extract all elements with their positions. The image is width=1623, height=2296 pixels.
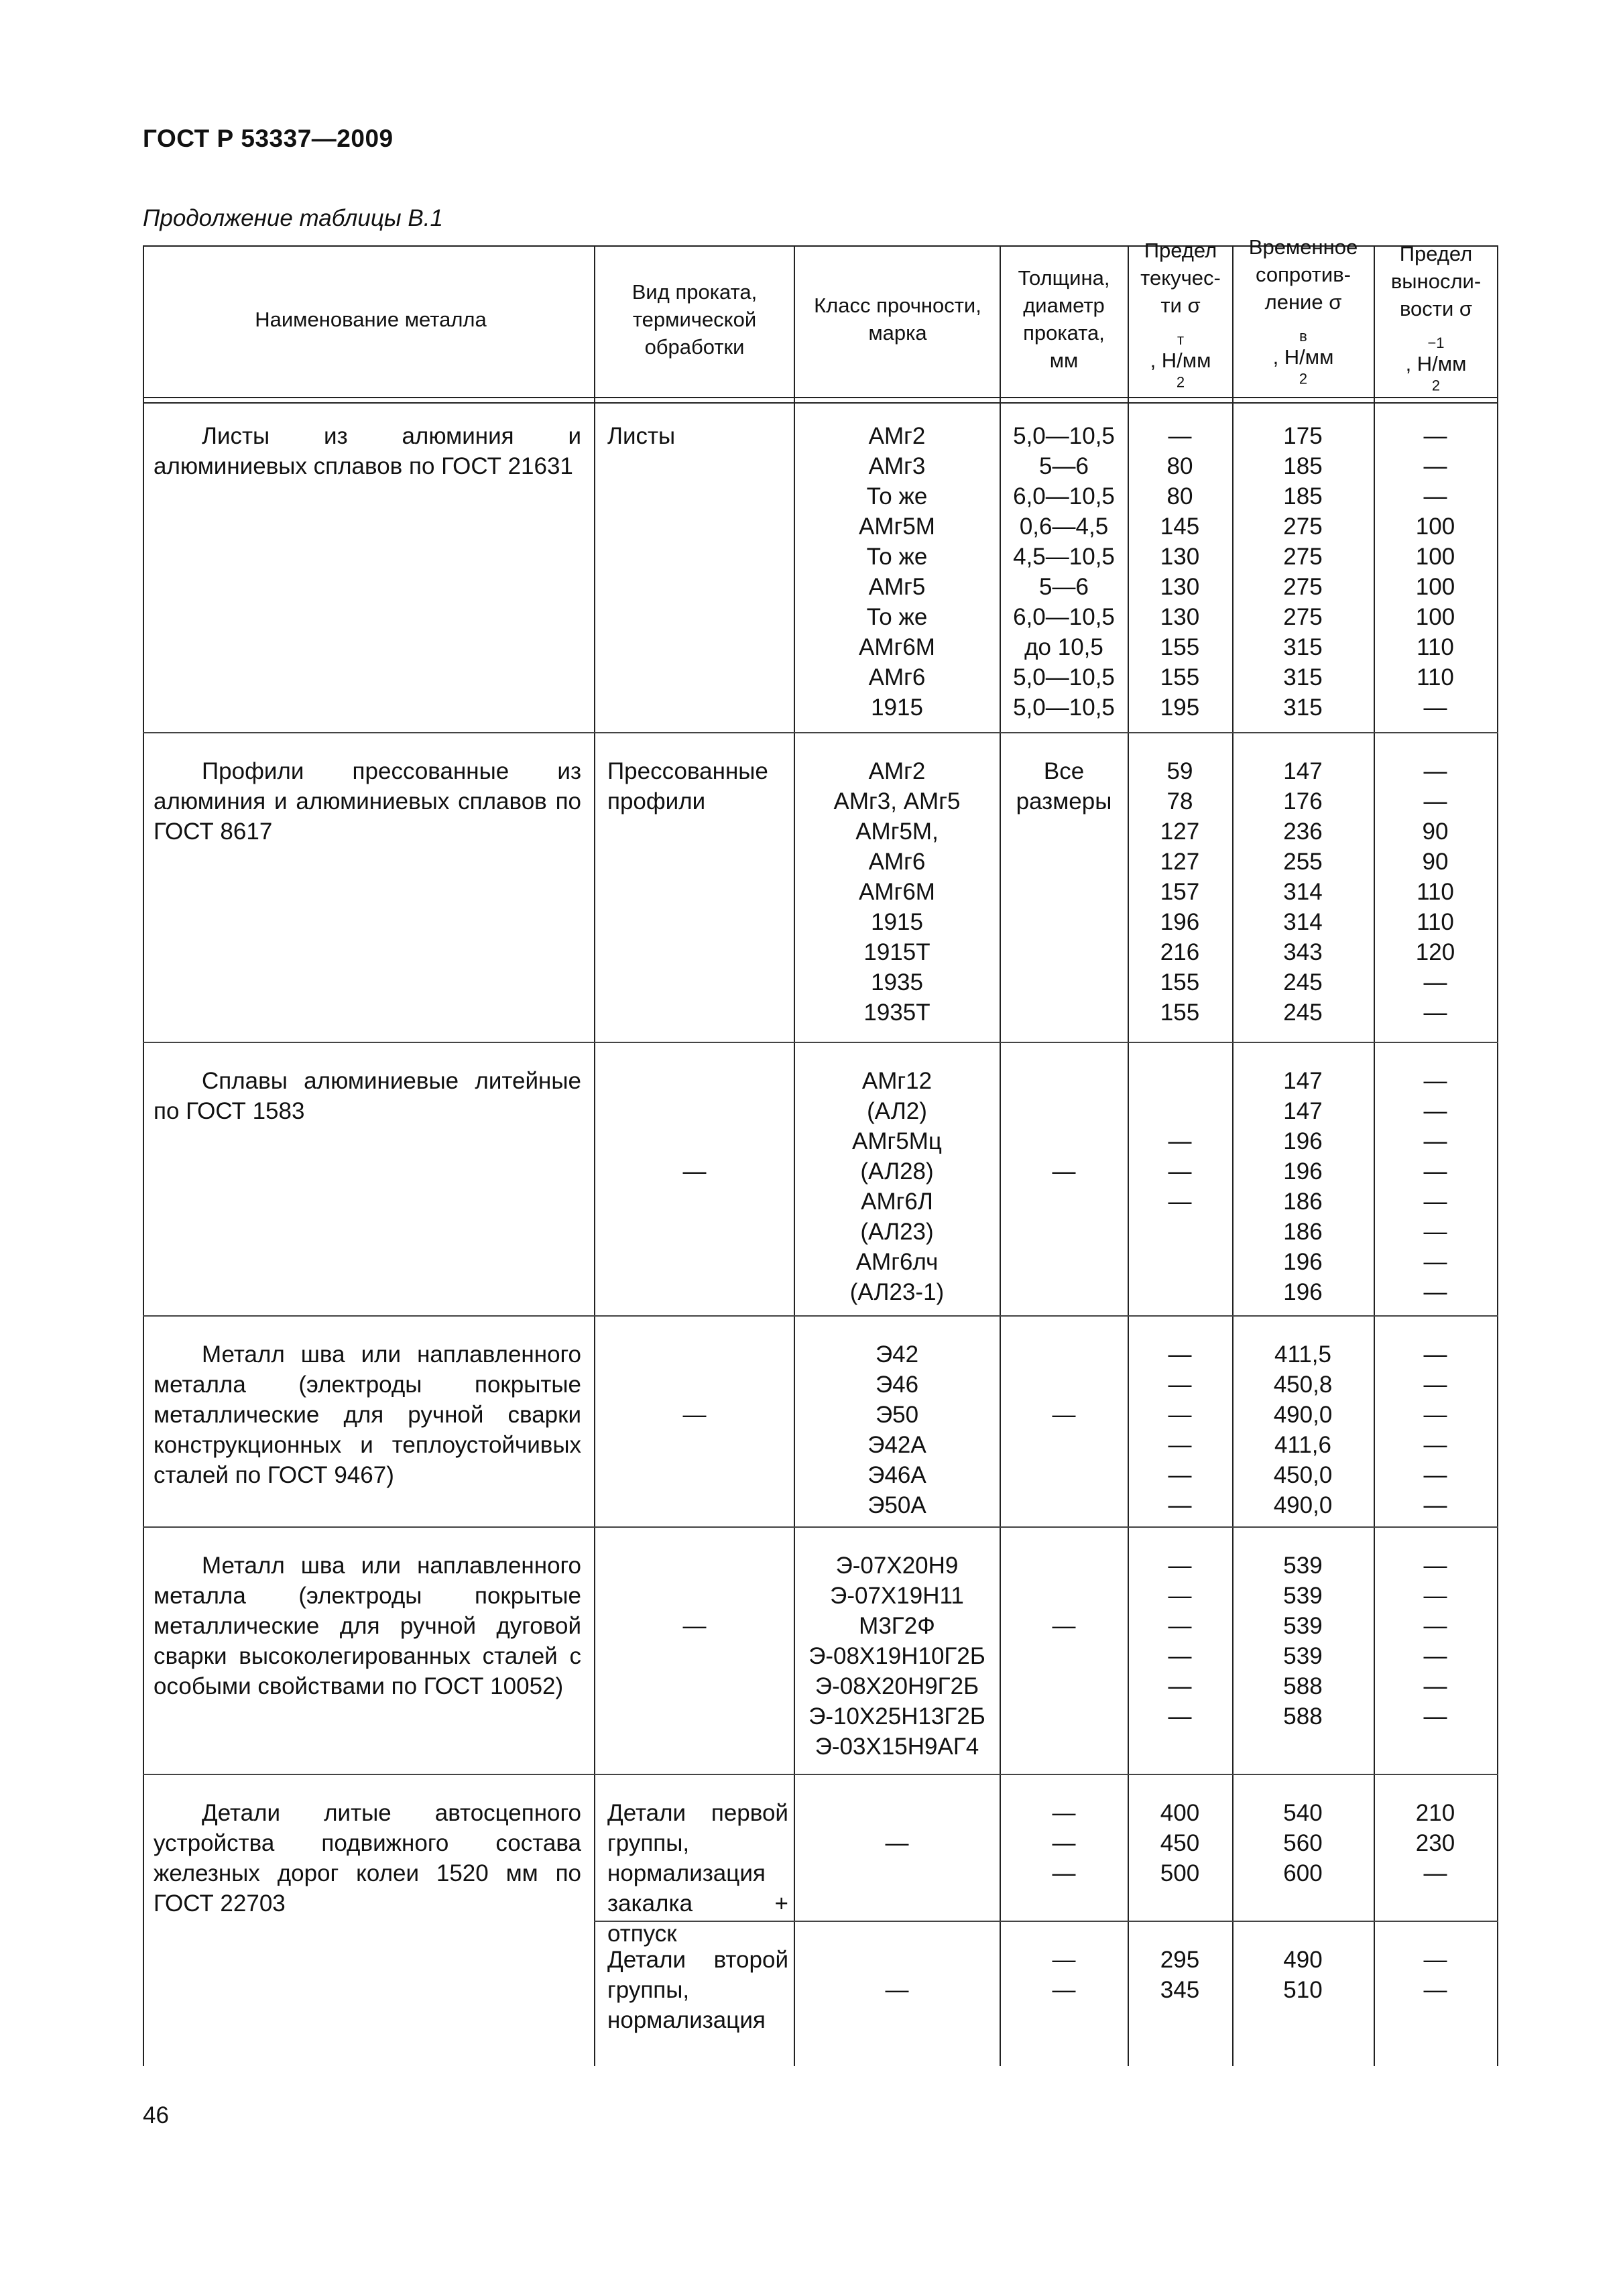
column-rule [143, 245, 144, 2066]
row-profiles-thickness: Все размеры [1016, 758, 1112, 814]
row-coupler-group2-rolling: Детали второй группы, нормализация [607, 1947, 788, 2033]
data-table [143, 235, 1498, 2066]
column-rule [794, 245, 795, 2066]
row-coupler-group1-yield: 400 450 500 [1160, 1800, 1200, 1886]
column-header-name: Наименование металла [255, 307, 487, 331]
row-sheets-name: Листы из алюминия и алюминиевых сплавов по ГОСТ 21631 [154, 423, 581, 479]
row-profiles-name: Профили прессованные из алюминия и алюминиевых сплавов по ГОСТ 8617 [154, 758, 581, 845]
column-header-endurance: Предел выносли-вости σ $_{-1}$ , Н/мм $^2$ [1390, 242, 1482, 394]
row-weld-highalloy-tensile: 539 539 539 539 588 588 [1283, 1553, 1323, 1730]
column-header-yield: Предел текучес-ти σ $_т$ , Н/мм $^2$ [1140, 239, 1221, 391]
row-weld-highalloy-yield: — — — — — — [1168, 1553, 1192, 1730]
row-sheets-rolling: Листы [607, 423, 676, 449]
row-coupler-group1-endurance: 210 230 — [1415, 1800, 1455, 1886]
row-rule [143, 1315, 1498, 1317]
row-weld-structural-yield: — — — — — — [1168, 1341, 1192, 1518]
row-coupler-group2-tensile: 490 510 [1283, 1947, 1323, 2003]
row-weld-highalloy-grades: Э-07Х20Н9 Э-07Х19Н11 М3Г2Ф Э-08Х19Н10Г2Б Э-08Х20Н9Г2Б Э-10Х25Н13Г2Б Э-03Х15Н9АГ4 [808, 1553, 985, 1760]
row-coupler-group1-grade: — [885, 1830, 909, 1856]
row-cast-alloys-thickness: — [1052, 1158, 1076, 1185]
table-caption: Продолжение таблицы В.1 [143, 205, 443, 231]
row-sheets-grades: АМг2 АМг3 То же АМг5М То же АМг5 То же АМг6М АМг6 1915 [859, 423, 935, 721]
row-sheets-endurance: — — — 100 100 100 100 110 110 — [1415, 423, 1455, 721]
doc-header: ГОСТ Р 53337—2009 [143, 125, 394, 152]
row-rule [143, 732, 1498, 733]
header-rule [143, 402, 1498, 404]
row-sheets-yield: — 80 80 145 130 130 130 155 155 195 [1160, 423, 1200, 721]
row-rule [143, 1042, 1498, 1043]
row-weld-structural-endurance: — — — — — — [1423, 1341, 1447, 1518]
column-rule [1128, 245, 1129, 2066]
column-header-rolling: Вид проката, термической обработки [632, 280, 758, 359]
row-cast-alloys-name: Сплавы алюминиевые литейные по ГОСТ 1583 [154, 1068, 581, 1124]
column-rule [594, 245, 595, 2066]
row-coupler-group1-tensile: 540 560 600 [1283, 1800, 1323, 1886]
column-rule [1374, 245, 1375, 2066]
row-weld-structural-tensile: 411,5 450,8 490,0 411,6 450,0 490,0 [1273, 1341, 1333, 1518]
column-header-tensile: Временное сопротив-ление σ $_в$ , Н/мм $^2$ [1248, 235, 1358, 387]
column-rule [1232, 245, 1234, 2066]
row-cast-alloys-rolling: — [682, 1158, 707, 1185]
row-coupler-group2-yield: 295 345 [1160, 1947, 1200, 2003]
row-profiles-endurance: — — 90 90 110 110 120 — — [1415, 758, 1455, 1026]
row-weld-highalloy-rolling: — [682, 1613, 707, 1639]
row-sheets-tensile: 175 185 185 275 275 275 275 315 315 315 [1283, 423, 1323, 721]
page-number: 46 [143, 2102, 169, 2128]
row-weld-highalloy-name: Металл шва или наплавленного металла (электроды покрытые металлические для ручной дуговой сварки высоколегированных сталей с особыми свойствами по ГОСТ 10052) [154, 1553, 581, 1699]
row-coupler-group1-thickness: — — — [1052, 1800, 1076, 1886]
row-coupler-parts-name: Детали литые автосцепного устройства подвижного состава железных дорог колеи 1520 мм по ГОСТ 22703 [154, 1800, 581, 1917]
row-weld-structural-name: Металл шва или наплавленного металла (электроды покрытые металлические для ручной сварки конструкционных и теплоустойчивых сталей по ГОСТ 9467) [154, 1341, 581, 1488]
row-weld-structural-grades: Э42 Э46 Э50 Э42А Э46А Э50А [867, 1341, 926, 1518]
row-coupler-group1-rolling: Детали первой группы, нормализация закалка + отпуск [607, 1800, 788, 1947]
row-rule [143, 1526, 1498, 1528]
row-coupler-group2-endurance: — — [1423, 1947, 1447, 2003]
row-cast-alloys-grades: АМг12 (АЛ2) АМг5Мц (АЛ28) АМг6Л (АЛ23) АМг6лч (АЛ23-1) [849, 1068, 945, 1305]
row-cast-alloys-tensile: 147 147 196 196 186 186 196 196 [1283, 1068, 1323, 1305]
row-profiles-grades: АМг2 АМг3, АМг5 АМг5М, АМг6 АМг6М 1915 1915Т 1935 1935Т [833, 758, 961, 1026]
row-weld-highalloy-endurance: — — — — — — [1423, 1553, 1447, 1730]
column-rule [1497, 245, 1498, 2066]
row-coupler-group2-thickness: — — [1052, 1947, 1076, 2003]
column-header-thickness: Толщина, диаметр проката, мм [1018, 266, 1110, 372]
row-cast-alloys-yield: — — — [1168, 1128, 1192, 1215]
row-profiles-rolling: Прессованные профили [607, 758, 768, 814]
column-header-grade: Класс прочности, марка [814, 294, 981, 345]
row-weld-structural-rolling: — [682, 1402, 707, 1428]
column-rule [1000, 245, 1001, 2066]
row-profiles-yield: 59 78 127 127 157 196 216 155 155 [1160, 758, 1200, 1026]
row-cast-alloys-endurance: — — — — — — — — [1423, 1068, 1447, 1305]
row-rule [143, 1774, 1498, 1775]
row-coupler-group2-grade: — [885, 1977, 909, 2003]
row-sheets-thickness: 5,0—10,5 5—6 6,0—10,5 0,6—4,5 4,5—10,5 5—6 6,0—10,5 до 10,5 5,0—10,5 5,0—10,5 [1013, 423, 1115, 721]
row-profiles-tensile: 147 176 236 255 314 314 343 245 245 [1283, 758, 1323, 1026]
row-weld-highalloy-thickness: — [1052, 1613, 1076, 1639]
row-weld-structural-thickness: — [1052, 1402, 1076, 1428]
